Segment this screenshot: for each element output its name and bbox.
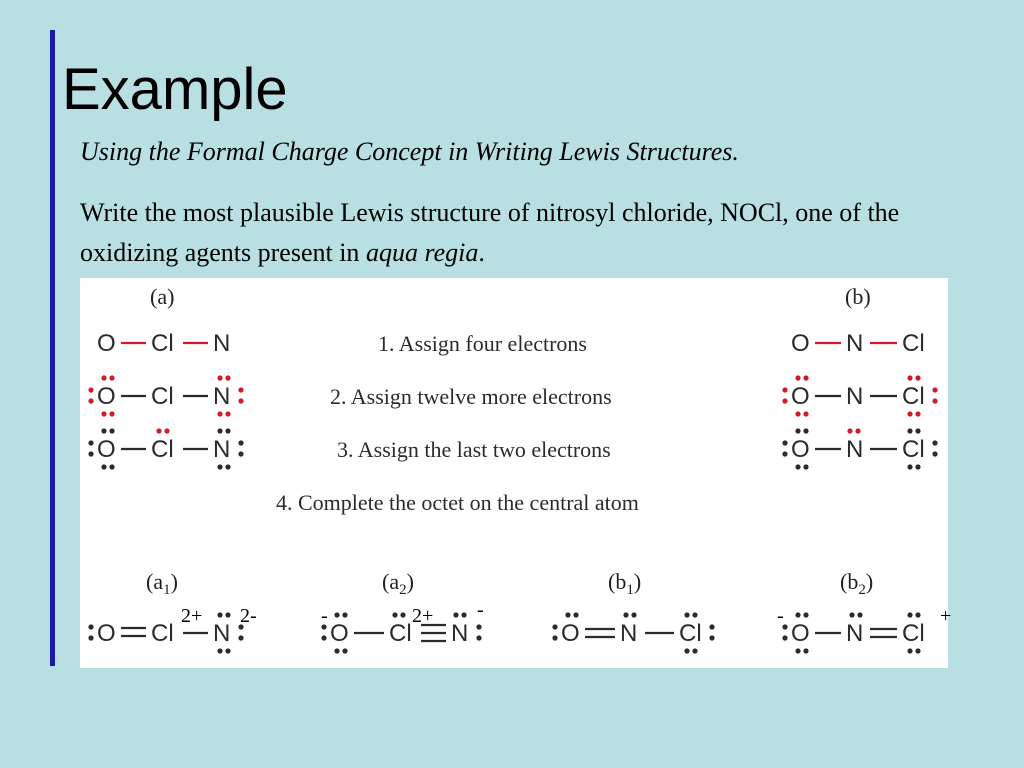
atom-o: O: [97, 620, 116, 647]
structure-a1: [88, 605, 256, 654]
atom-o: O: [330, 620, 349, 647]
question-italic: aqua regia: [365, 238, 479, 267]
label-a: (a): [150, 284, 175, 309]
structure-a-row3: [88, 428, 243, 469]
atom-o: O: [791, 330, 810, 357]
atom-n: N: [846, 436, 864, 463]
lewis-structure-svg: [80, 278, 952, 668]
atom-cl: Cl: [151, 330, 174, 357]
lone-pairs-red: [847, 428, 860, 433]
lewis-structure-figure: [80, 278, 952, 668]
atom-o: O: [791, 383, 810, 410]
structure-a2: [321, 599, 484, 654]
structure-b2: [777, 605, 951, 654]
atom-o: O: [97, 383, 116, 410]
atom-cl: Cl: [389, 620, 412, 647]
atom-n: N: [213, 383, 231, 410]
lone-pairs-red: [156, 428, 169, 433]
step-3: 3. Assign the last two electrons: [337, 437, 611, 462]
step-4: 4. Complete the octet on the central atom: [276, 490, 639, 515]
label-b2: $(b_2)$: [840, 569, 874, 598]
atom-n: N: [846, 330, 864, 357]
atom-o: O: [791, 436, 810, 463]
atom-cl: Cl: [902, 383, 925, 410]
formal-charge: 2-: [240, 605, 257, 627]
label-b1: $(b_1)$: [608, 569, 642, 598]
label-a2: $(a_2)$: [382, 569, 414, 598]
atom-cl: Cl: [151, 620, 174, 647]
question-text: [80, 193, 960, 273]
atom-n: N: [451, 620, 469, 647]
atom-n: N: [846, 383, 864, 410]
atom-n: N: [846, 620, 864, 647]
structure-a-row2: [88, 375, 243, 416]
formal-charge: -: [477, 599, 484, 621]
atom-n: N: [213, 620, 231, 647]
structure-b1: [552, 612, 714, 653]
atom-cl: Cl: [151, 436, 174, 463]
atom-o: O: [97, 436, 116, 463]
atom-cl: Cl: [902, 620, 925, 647]
formal-charge: -: [777, 605, 784, 627]
step-2: 2. Assign twelve more electrons: [330, 384, 612, 409]
slide-title: Example: [62, 57, 288, 122]
question-end: .: [478, 238, 485, 267]
atom-cl: Cl: [679, 620, 702, 647]
atom-cl: Cl: [902, 436, 925, 463]
formal-charge: +: [940, 605, 952, 627]
atom-o: O: [561, 620, 580, 647]
label-b: (b): [845, 284, 871, 309]
atom-n: N: [213, 436, 231, 463]
structure-b-row2: [782, 375, 937, 416]
atom-n: N: [620, 620, 638, 647]
formal-charge: 2+: [181, 605, 203, 627]
formal-charge: -: [321, 605, 328, 627]
formal-charge: 2+: [412, 605, 434, 627]
atom-cl: Cl: [902, 330, 925, 357]
label-a1: $(a_1)$: [146, 569, 178, 598]
structure-a-row1: [97, 330, 230, 357]
atom-o: O: [791, 620, 810, 647]
atom-o: O: [97, 330, 116, 357]
step-1: 1. Assign four electrons: [378, 331, 587, 356]
slide-subtitle: Using the Formal Charge Concept in Writing Lewis Structures.: [80, 137, 739, 166]
structure-b-row3: [782, 428, 937, 469]
accent-bar: [50, 30, 55, 666]
atom-cl: Cl: [151, 383, 174, 410]
question-part1: Write the most plausible Lewis structure of nitrosyl chloride, NOCl, one of the oxidizing agents present in: [80, 198, 900, 267]
atom-n: N: [213, 330, 231, 357]
structure-b-row1: [791, 330, 925, 357]
